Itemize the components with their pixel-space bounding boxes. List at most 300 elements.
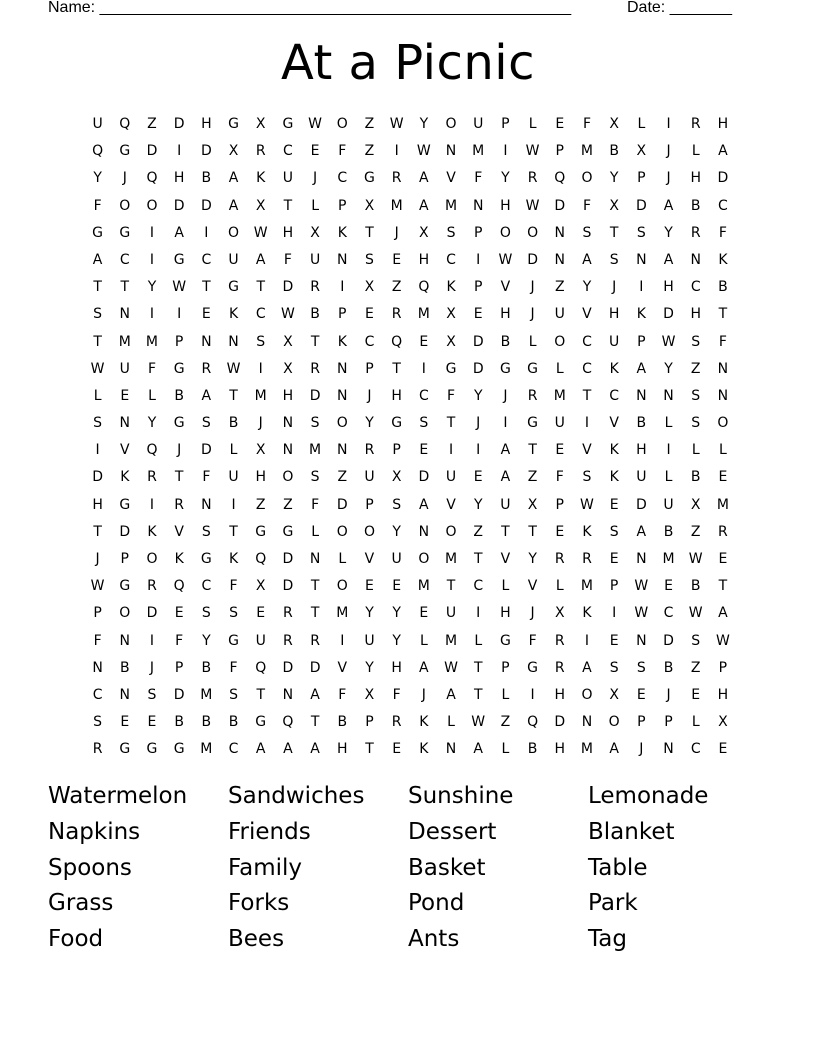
grid-letter: B	[310, 306, 320, 323]
grid-letter: R	[310, 632, 320, 649]
grid-letter: G	[445, 360, 457, 377]
grid-letter: G	[364, 170, 375, 187]
grid-letter: G	[146, 741, 158, 758]
grid-letter: W	[688, 551, 703, 567]
grid-letter: U	[554, 306, 565, 323]
grid-letter: E	[718, 741, 728, 758]
grid-letter: N	[282, 686, 294, 703]
grid-letter: K	[419, 741, 429, 758]
grid-letter: X	[609, 116, 619, 132]
grid-letter: V	[174, 523, 184, 540]
grid-letter: V	[609, 415, 619, 432]
grid-letter: M	[390, 197, 403, 214]
grid-letter: G	[173, 741, 185, 758]
grid-letter: S	[310, 469, 320, 486]
grid-letter: N	[472, 197, 484, 214]
grid-letter: C	[337, 170, 348, 187]
grid-letter: R	[554, 659, 565, 676]
grid-letter: Y	[473, 496, 483, 513]
grid-letter: G	[282, 523, 294, 540]
grid-letter: C	[255, 306, 266, 323]
grid-letter: D	[282, 551, 294, 567]
grid-letter: M	[444, 632, 458, 649]
grid-letter: I	[204, 224, 209, 241]
grid-letter: I	[666, 116, 671, 132]
word-list-item: Basket	[408, 854, 486, 881]
word-list-item: Spoons	[48, 854, 132, 881]
grid-letter: J	[666, 686, 671, 703]
grid-letter: G	[119, 224, 131, 241]
grid-letter: D	[472, 360, 484, 377]
grid-letter: H	[554, 741, 566, 758]
grid-letter: O	[445, 523, 457, 540]
grid-letter: I	[149, 224, 155, 241]
grid-letter: H	[391, 387, 402, 404]
grid-letter: R	[391, 170, 402, 187]
grid-letter: U	[92, 116, 103, 132]
grid-letter: X	[690, 496, 701, 513]
grid-letter: S	[582, 469, 592, 486]
grid-letter: T	[229, 523, 238, 540]
grid-letter: Z	[500, 714, 511, 731]
grid-letter: O	[146, 551, 158, 567]
grid-letter: R	[364, 442, 375, 459]
grid-letter: A	[636, 360, 647, 377]
grid-letter: I	[612, 605, 617, 622]
grid-letter: J	[530, 279, 535, 296]
grid-letter: L	[93, 387, 102, 404]
grid-letter: U	[445, 469, 457, 486]
grid-letter: O	[418, 551, 430, 567]
word-list-item: Bees	[228, 926, 285, 953]
grid-letter: N	[554, 251, 566, 268]
grid-letter: T	[718, 578, 728, 595]
grid-letter: N	[663, 741, 674, 758]
grid-letter: N	[717, 387, 729, 404]
grid-letter: Z	[690, 659, 701, 676]
grid-letter: S	[691, 333, 701, 350]
grid-letter: V	[337, 659, 348, 676]
grid-letter: J	[666, 170, 671, 187]
grid-letter: B	[119, 659, 130, 676]
grid-letter: E	[718, 551, 728, 567]
grid-letter: X	[446, 333, 456, 350]
word-list-item: Food	[48, 926, 104, 953]
grid-letter: Y	[419, 116, 429, 132]
grid-letter: I	[149, 632, 155, 649]
grid-letter: T	[310, 605, 320, 622]
grid-letter: V	[527, 578, 538, 595]
grid-letter: R	[92, 741, 103, 758]
grid-letter: L	[474, 632, 483, 649]
grid-letter: Y	[392, 523, 401, 540]
grid-letter: F	[175, 632, 184, 649]
grid-letter: Y	[582, 279, 592, 296]
grid-letter: M	[145, 333, 159, 350]
grid-letter: B	[663, 523, 674, 540]
grid-letter: I	[149, 306, 155, 323]
grid-letter: B	[500, 333, 511, 350]
grid-letter: H	[717, 116, 729, 132]
grid-letter: G	[499, 360, 511, 377]
grid-letter: E	[256, 605, 266, 622]
grid-letter: D	[173, 197, 185, 214]
grid-letter: E	[310, 143, 320, 160]
grid-letter: W	[172, 279, 187, 296]
grid-letter: N	[418, 523, 430, 540]
grid-letter: Z	[391, 279, 402, 296]
grid-letter: T	[310, 333, 320, 350]
grid-letter: N	[337, 442, 348, 459]
grid-letter: D	[282, 279, 294, 296]
grid-letter: U	[445, 605, 457, 622]
grid-letter: F	[555, 469, 564, 486]
grid-letter: P	[338, 306, 347, 323]
grid-letter: X	[255, 197, 266, 214]
grid-letter: Z	[473, 523, 484, 540]
word-list-item: Napkins	[48, 818, 141, 845]
grid-letter: T	[365, 224, 374, 241]
grid-letter: C	[119, 251, 130, 268]
grid-letter: N	[636, 632, 647, 649]
grid-letter: E	[419, 442, 429, 459]
grid-letter: V	[364, 551, 375, 567]
grid-letter: L	[229, 442, 238, 459]
grid-letter: O	[146, 197, 158, 214]
grid-letter: D	[309, 659, 321, 676]
grid-letter: N	[717, 360, 729, 377]
grid-letter: F	[202, 469, 211, 486]
grid-letter: I	[530, 686, 535, 703]
grid-letter: W	[90, 578, 105, 595]
grid-letter: C	[582, 333, 592, 350]
grid-letter: T	[93, 333, 102, 350]
grid-letter: W	[444, 659, 458, 676]
grid-letter: N	[92, 659, 103, 676]
grid-letter: O	[717, 415, 729, 432]
grid-letter: I	[476, 605, 481, 622]
grid-letter: H	[282, 387, 294, 404]
grid-letter: L	[501, 741, 510, 758]
grid-letter: Y	[147, 279, 157, 296]
word-list	[48, 780, 768, 959]
grid-letter: Q	[391, 333, 403, 350]
grid-letter: L	[501, 578, 510, 595]
grid-letter: T	[93, 279, 102, 296]
grid-letter: C	[609, 387, 620, 404]
grid-letter: I	[666, 442, 671, 459]
grid-letter: R	[527, 387, 538, 404]
grid-letter: W	[634, 578, 649, 595]
grid-letter: W	[226, 360, 241, 377]
grid-letter: B	[718, 279, 728, 296]
name-field-label: Name: _____________________________________________________	[48, 0, 572, 16]
grid-letter: F	[311, 496, 320, 513]
grid-letter: I	[177, 306, 182, 323]
grid-letter: W	[498, 251, 513, 268]
grid-letter: H	[690, 306, 701, 323]
grid-letter: H	[500, 306, 511, 323]
grid-letter: Q	[554, 170, 566, 187]
grid-letter: X	[718, 714, 728, 731]
grid-letter: M	[309, 442, 322, 459]
grid-letter: T	[256, 686, 265, 703]
grid-letter: U	[391, 551, 402, 567]
grid-letter: O	[445, 116, 457, 132]
grid-letter: N	[445, 741, 457, 758]
grid-letter: T	[365, 741, 374, 758]
grid-letter: B	[636, 415, 647, 432]
grid-letter: L	[664, 469, 673, 486]
grid-letter: Y	[609, 170, 619, 187]
grid-letter: L	[664, 415, 673, 432]
grid-letter: K	[174, 551, 184, 567]
grid-letter: P	[637, 714, 646, 731]
grid-letter: E	[419, 605, 429, 622]
grid-letter: D	[309, 387, 321, 404]
grid-letter: M	[472, 143, 485, 160]
grid-letter: M	[336, 605, 349, 622]
grid-letter: T	[446, 415, 456, 432]
grid-letter: T	[120, 279, 130, 296]
grid-letter: O	[336, 415, 348, 432]
word-list-item: Ants	[408, 926, 460, 953]
grid-letter: W	[308, 116, 323, 132]
grid-letter: L	[691, 442, 700, 459]
grid-letter: X	[609, 686, 619, 703]
grid-letter: A	[255, 251, 266, 268]
grid-letter: V	[582, 442, 592, 459]
grid-letter: N	[663, 387, 674, 404]
grid-letter: Q	[255, 659, 267, 676]
grid-letter: X	[255, 116, 266, 132]
word-list-item: Lemonade	[588, 783, 709, 809]
grid-letter: M	[444, 551, 458, 567]
grid-letter: S	[93, 306, 103, 323]
grid-letter: I	[340, 279, 345, 296]
grid-letter: A	[718, 605, 728, 622]
grid-letter: Y	[664, 224, 673, 241]
grid-letter: F	[338, 686, 347, 703]
grid-letter: B	[690, 469, 701, 486]
grid-letter: G	[200, 551, 212, 567]
word-list-item: Blanket	[588, 818, 675, 845]
grid-letter: J	[666, 143, 671, 160]
grid-letter: Y	[202, 632, 211, 649]
grid-letter: B	[228, 714, 239, 731]
grid-letter: T	[528, 523, 537, 540]
grid-letter: W	[471, 714, 486, 731]
grid-letter: J	[530, 605, 535, 622]
grid-letter: S	[446, 224, 456, 241]
grid-letter: T	[229, 387, 238, 404]
word-list-item: Forks	[228, 890, 290, 917]
grid-letter: U	[282, 170, 294, 187]
grid-letter: E	[636, 686, 646, 703]
grid-letter: T	[582, 387, 592, 404]
grid-letter: T	[310, 714, 320, 731]
grid-letter: J	[421, 686, 426, 703]
grid-letter: O	[581, 170, 593, 187]
grid-letter: I	[476, 251, 481, 268]
grid-letter: W	[661, 333, 676, 350]
grid-letter: D	[282, 659, 294, 676]
grid-letter: E	[365, 306, 374, 323]
word-list-item: Dessert	[408, 818, 497, 845]
grid-letter: F	[283, 251, 292, 268]
grid-letter: E	[473, 469, 483, 486]
grid-letter: O	[228, 224, 240, 241]
grid-letter: L	[719, 442, 727, 459]
grid-letter: I	[639, 279, 644, 296]
grid-letter: Y	[392, 605, 401, 622]
grid-letter: Y	[528, 551, 537, 567]
grid-letter: A	[255, 741, 266, 758]
grid-letter: C	[718, 197, 728, 214]
grid-letter: G	[527, 360, 539, 377]
grid-letter: N	[554, 224, 566, 241]
grid-letter: W	[634, 605, 649, 622]
grid-letter: S	[201, 605, 211, 622]
grid-letter: N	[445, 143, 457, 160]
grid-letter: I	[95, 442, 100, 459]
grid-letter: D	[635, 496, 647, 513]
grid-letter: F	[392, 686, 401, 703]
grid-letter: E	[392, 578, 402, 595]
word-list-item: Pond	[408, 890, 465, 917]
grid-letter: I	[584, 415, 590, 432]
grid-letter: N	[201, 496, 212, 513]
grid-letter: W	[525, 197, 540, 214]
grid-letter: R	[283, 605, 293, 622]
grid-letter: T	[310, 578, 320, 595]
grid-letter: J	[122, 170, 127, 187]
grid-letter: B	[201, 714, 212, 731]
grid-letter: F	[582, 116, 591, 132]
grid-letter: M	[553, 387, 566, 404]
grid-letter: N	[282, 442, 294, 459]
grid-letter: V	[119, 442, 130, 459]
grid-letter: J	[503, 387, 508, 404]
grid-letter: G	[119, 496, 131, 513]
grid-letter: E	[718, 469, 728, 486]
word-list-item: Tag	[588, 926, 627, 953]
grid-letter: A	[419, 496, 429, 513]
grid-letter: Y	[473, 387, 483, 404]
grid-letter: J	[177, 442, 182, 459]
grid-letter: A	[500, 442, 511, 459]
grid-letter: N	[309, 551, 321, 567]
word-list-item: Table	[588, 854, 648, 881]
grid-letter: H	[337, 741, 348, 758]
grid-letter: O	[499, 224, 511, 241]
grid-letter: X	[283, 360, 293, 377]
grid-letter: C	[582, 360, 592, 377]
grid-letter: Q	[92, 143, 104, 160]
grid-letter: P	[473, 224, 483, 241]
grid-letter: L	[311, 523, 319, 540]
grid-letter: N	[337, 387, 348, 404]
grid-letter: T	[609, 224, 619, 241]
letter-grid	[84, 114, 737, 767]
grid-letter: Z	[364, 116, 375, 132]
grid-letter: O	[554, 333, 566, 350]
grid-letter: T	[528, 442, 537, 459]
grid-letter: D	[527, 251, 538, 268]
grid-letter: D	[472, 333, 484, 350]
grid-letter: Y	[664, 360, 673, 377]
grid-letter: G	[119, 143, 131, 160]
grid-letter: L	[419, 632, 428, 649]
grid-letter: N	[690, 251, 701, 268]
grid-letter: W	[253, 224, 268, 241]
grid-letter: A	[718, 143, 728, 160]
grid-letter: A	[310, 741, 320, 758]
grid-letter: F	[229, 578, 238, 595]
grid-letter: O	[119, 605, 131, 622]
grid-letter: C	[663, 605, 674, 622]
grid-letter: S	[392, 496, 402, 513]
grid-letter: T	[392, 360, 401, 377]
grid-letter: T	[473, 551, 483, 567]
grid-letter: P	[609, 578, 619, 595]
grid-letter: P	[120, 551, 129, 567]
grid-letter: H	[636, 442, 647, 459]
grid-letter: E	[392, 741, 402, 758]
date-field-label: Date: _______	[627, 0, 732, 16]
grid-letter: R	[255, 143, 266, 160]
grid-letter: H	[717, 686, 729, 703]
grid-letter: Q	[255, 551, 267, 567]
grid-letter: K	[609, 442, 619, 459]
grid-letter: I	[149, 251, 155, 268]
grid-letter: Q	[173, 578, 185, 595]
grid-letter: E	[147, 714, 157, 731]
grid-letter: T	[501, 523, 510, 540]
grid-letter: Z	[147, 116, 157, 132]
grid-letter: Y	[501, 170, 510, 187]
grid-letter: G	[499, 632, 511, 649]
grid-letter: J	[258, 415, 263, 432]
grid-letter: C	[201, 578, 212, 595]
grid-letter: P	[174, 333, 184, 350]
grid-letter: M	[716, 496, 729, 513]
grid-letter: B	[201, 170, 212, 187]
grid-letter: A	[663, 197, 674, 214]
grid-letter: E	[419, 333, 429, 350]
grid-letter: M	[254, 387, 267, 404]
grid-letter: M	[200, 686, 213, 703]
grid-letter: X	[255, 442, 266, 459]
grid-letter: B	[609, 143, 619, 160]
grid-letter: Y	[365, 605, 374, 622]
grid-letter: N	[581, 714, 593, 731]
grid-letter: H	[391, 659, 402, 676]
grid-letter: X	[636, 143, 647, 160]
grid-letter: C	[690, 279, 701, 296]
grid-letter: F	[147, 360, 156, 377]
grid-letter: V	[582, 306, 592, 323]
grid-letter: P	[392, 442, 401, 459]
grid-letter: X	[446, 306, 456, 323]
grid-letter: B	[201, 659, 212, 676]
header-fields	[48, 0, 748, 20]
grid-letter: W	[525, 143, 540, 160]
grid-letter: R	[554, 551, 565, 567]
grid-letter: Z	[554, 279, 565, 296]
grid-letter: E	[365, 578, 374, 595]
grid-letter: O	[336, 116, 348, 132]
